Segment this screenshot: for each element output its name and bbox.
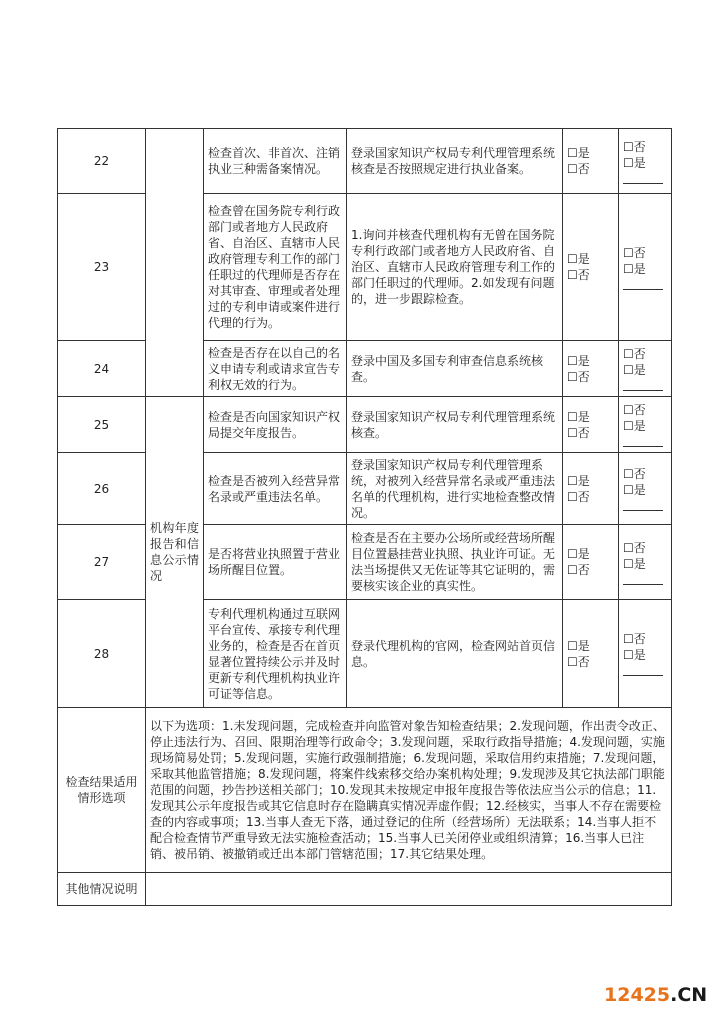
table-row — [58, 397, 672, 453]
result-checkbox-group — [563, 341, 619, 397]
checkbox-no[interactable]: ☐否 — [623, 347, 646, 361]
result-options-label: 检查结果适用情形选项 — [58, 708, 146, 873]
pass-checkbox-group — [619, 525, 672, 600]
checkbox-yes[interactable]: ☐是 — [623, 363, 646, 377]
checkbox-yes[interactable]: ☐是 — [567, 409, 590, 424]
checkbox-yes[interactable]: ☐是 — [567, 353, 590, 368]
checkbox-no[interactable]: ☐否 — [567, 369, 590, 384]
fill-blank[interactable] — [623, 576, 663, 585]
check-content: 专利代理机构通过互联网平台宣传、承接专利代理业务的，检查是否在首页显著位置持续公示并及时更新专利代理机构执业许可证等信息。 — [204, 600, 347, 708]
checkbox-yes[interactable]: ☐是 — [623, 261, 646, 276]
pass-checkbox-group — [619, 194, 672, 341]
checkbox-yes[interactable]: ☐是 — [567, 473, 590, 488]
site-watermark — [604, 984, 707, 1006]
check-content: 检查是否被列入经营异常名录或严重违法名单。 — [204, 453, 347, 525]
check-content: 检查首次、非首次、注销执业三种需备案情况。 — [204, 129, 347, 194]
checkbox-no[interactable]: ☐否 — [623, 540, 646, 555]
check-content: 检查是否向国家知识产权局提交年度报告。 — [204, 397, 347, 453]
checkbox-no[interactable]: ☐否 — [623, 632, 646, 646]
result-checkbox-group — [563, 194, 619, 341]
fill-blank[interactable] — [623, 667, 663, 676]
row-number: 24 — [58, 341, 146, 397]
check-method: 登录国家知识产权局专利代理管理系统核查。 — [347, 397, 563, 453]
watermark-domain: .CN — [670, 984, 708, 1006]
result-checkbox-group — [563, 453, 619, 525]
checkbox-no[interactable]: ☐否 — [567, 563, 590, 577]
other-notes-label: 其他情况说明 — [58, 873, 146, 906]
fill-blank[interactable] — [623, 502, 663, 511]
row-number: 23 — [58, 194, 146, 341]
row-number: 28 — [58, 600, 146, 708]
category-cell-blank — [146, 129, 204, 397]
checkbox-no[interactable]: ☐否 — [567, 654, 590, 669]
check-method: 登录国家知识产权局专利代理管理系统，对被列入经营异常名录或严重违法名单的代理机构，进行实地检查整改情况。 — [347, 453, 563, 525]
row-number: 22 — [58, 129, 146, 194]
pass-checkbox-group — [619, 397, 672, 453]
checkbox-no[interactable]: ☐否 — [623, 245, 646, 260]
result-checkbox-group — [563, 525, 619, 600]
check-method: 登录中国及多国专利审查信息系统核查。 — [347, 341, 563, 397]
checkbox-yes[interactable]: ☐是 — [623, 155, 646, 170]
checkbox-yes[interactable]: ☐是 — [623, 648, 646, 662]
checkbox-yes[interactable]: ☐是 — [623, 419, 646, 433]
table-row — [58, 873, 672, 906]
result-checkbox-group — [563, 129, 619, 194]
inspection-table — [57, 128, 672, 906]
checkbox-no[interactable]: ☐否 — [623, 403, 646, 417]
check-method: 登录国家知识产权局专利代理管理系统核查是否按照规定进行执业备案。 — [347, 129, 563, 194]
table-row — [58, 129, 672, 194]
check-method: 登录代理机构的官网，检查网站首页信息。 — [347, 600, 563, 708]
checkbox-no[interactable]: ☐否 — [623, 139, 646, 154]
checkbox-no[interactable]: ☐否 — [567, 268, 590, 282]
pass-checkbox-group — [619, 341, 672, 397]
checkbox-yes[interactable]: ☐是 — [567, 547, 590, 561]
fill-blank[interactable] — [623, 438, 663, 447]
watermark-number: 12425 — [604, 984, 671, 1006]
check-content: 检查曾在国务院专利行政部门或者地方人民政府省、自治区、直辖市人民政府管理专利工作的部门任职过的代理师是否存在对其审查、审理或者处理过的专利申请或案件进行代理的行为。 — [204, 194, 347, 341]
checkbox-no[interactable]: ☐否 — [567, 489, 590, 504]
other-notes-field[interactable] — [146, 873, 672, 906]
checkbox-yes[interactable]: ☐是 — [623, 556, 646, 571]
checkbox-no[interactable]: ☐否 — [567, 425, 590, 440]
row-number: 25 — [58, 397, 146, 453]
fill-blank[interactable] — [623, 281, 663, 290]
row-number: 27 — [58, 525, 146, 600]
checkbox-no[interactable]: ☐否 — [623, 467, 646, 481]
result-checkbox-group — [563, 600, 619, 708]
checkbox-yes[interactable]: ☐是 — [623, 483, 646, 497]
check-method: 1.询问并核查代理机构有无曾在国务院专利行政部门或者地方人民政府省、自治区、直辖市人民政府管理专利工作的部门任职过的代理师。2.如发现有问题的，进一步跟踪检查。 — [347, 194, 563, 341]
pass-checkbox-group — [619, 453, 672, 525]
category-cell: 机构年度报告和信息公示情况 — [146, 397, 204, 708]
fill-blank[interactable] — [623, 175, 663, 184]
check-method: 检查是否在主要办公场所或经营场所醒目位置悬挂营业执照、执业许可证。无法当场提供又无佐证等其它证明的，需要核实该企业的真实性。 — [347, 525, 563, 600]
fill-blank[interactable] — [623, 382, 663, 391]
pass-checkbox-group — [619, 600, 672, 708]
result-options-text: 以下为选项：1.未发现问题，完成检查并向监管对象告知检查结果；2.发现问题，作出责令改正、停止违法行为、召回、限期治理等行政命令；3.发现问题，采取行政指导措施；4.发现问题，实施现场简易处罚；5.发现问题，实施行政强制措施；6.发现问题，采取信用约束措施；7.发现问题，采取其他监管措施；8.发现问题，将案件线索移交给办案机构处理；9.发现涉及其它执法部门职能范围的问题，抄告抄送相关部门；10.发现其未按规定申报年度报告等依法应当公示的信息；11.发现其公示年度报告或其它信息时存在隐瞒真实情况弄虚作假；12.经核实，当事人不存在需要检查的内容或事项；13.当事人查无下落，通过登记的住所（经营场所）无法联系；14.当事人拒不配合检查情节严重导致无法实施检查活动；15.当事人已关闭停业或组织清算；16.当事人已注销、被吊销、被撤销或迁出本部门管辖范围；17.其它结果处理。 — [146, 708, 672, 873]
row-number: 26 — [58, 453, 146, 525]
pass-checkbox-group — [619, 129, 672, 194]
result-checkbox-group — [563, 397, 619, 453]
table-row — [58, 708, 672, 873]
check-content: 检查是否存在以自己的名义申请专利或请求宣告专利权无效的行为。 — [204, 341, 347, 397]
checkbox-yes[interactable]: ☐是 — [567, 252, 590, 266]
checkbox-no[interactable]: ☐否 — [567, 162, 590, 176]
check-content: 是否将营业执照置于营业场所醒目位置。 — [204, 525, 347, 600]
checkbox-yes[interactable]: ☐是 — [567, 146, 590, 160]
checkbox-yes[interactable]: ☐是 — [567, 638, 590, 653]
